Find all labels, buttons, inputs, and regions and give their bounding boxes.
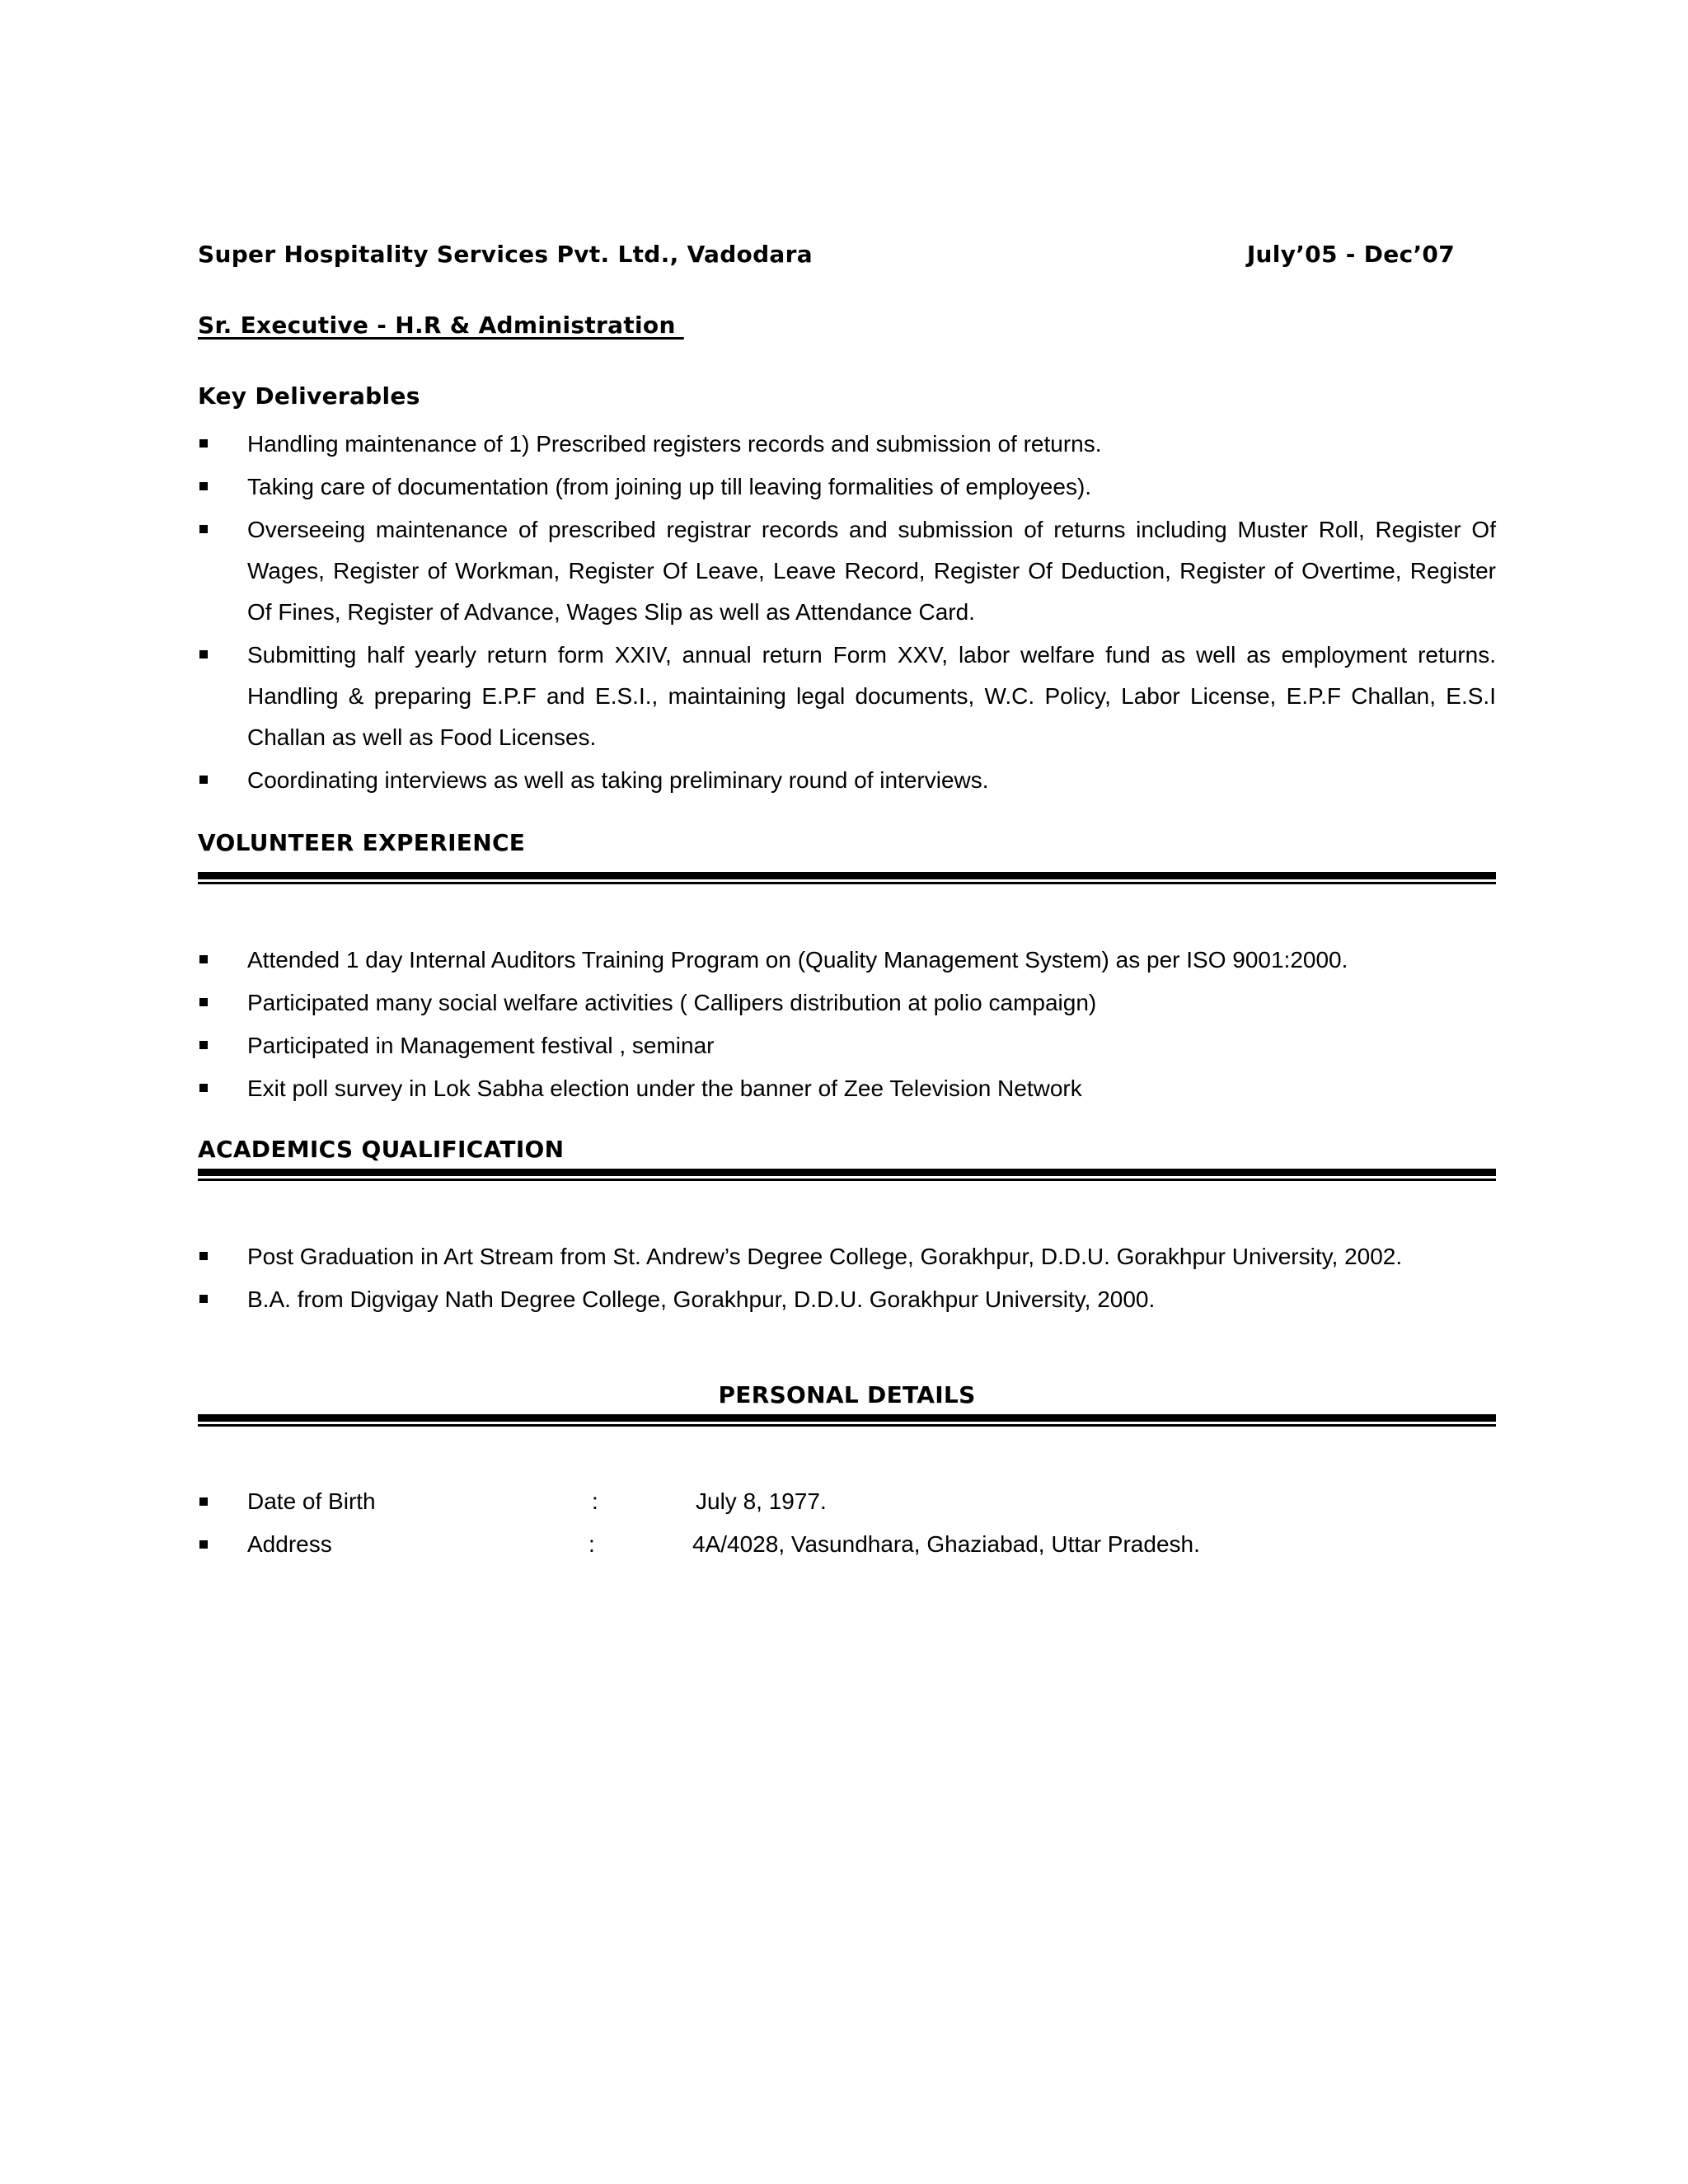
square-bullet-icon (199, 1540, 208, 1549)
list-item: Coordinating interviews as well as taking preliminary round of interviews. (198, 760, 1496, 801)
separator: : (592, 1488, 598, 1514)
employment-dates: July’05 - Dec’07 (1246, 241, 1455, 268)
list-item: B.A. from Digvigay Nath Degree College, Gorakhpur, D.D.U. Gorakhpur University, 2000. (198, 1279, 1496, 1320)
square-bullet-icon (199, 1295, 208, 1303)
role-title: Sr. Executive - H.R & Administration (198, 312, 684, 339)
academics-list (198, 1236, 1496, 1322)
square-bullet-icon (199, 1084, 208, 1092)
personal-row-dob (198, 1480, 1496, 1523)
list-item: Taking care of documentation (from joining up till leaving formalities of employees). (198, 466, 1496, 508)
separator: : (588, 1531, 595, 1557)
deliverables-list (198, 424, 1496, 803)
dob-value: July 8, 1977. (696, 1488, 827, 1514)
volunteer-list (198, 940, 1496, 1111)
list-item: Exit poll survey in Lok Sabha election under the banner of Zee Television Network (198, 1068, 1496, 1109)
company-row (198, 241, 1455, 274)
dob-label: Date of Birth (247, 1488, 376, 1514)
address-label: Address (247, 1531, 332, 1557)
square-bullet-icon (199, 439, 208, 448)
academics-heading: ACADEMICS QUALIFICATION (198, 1136, 565, 1163)
square-bullet-icon (199, 776, 208, 784)
list-item: Handling maintenance of 1) Prescribed registers records and submission of returns. (198, 424, 1496, 465)
personal-details-list (198, 1480, 1496, 1566)
address-value: 4A/4028, Vasundhara, Ghaziabad, Uttar Pradesh. (692, 1531, 1200, 1557)
square-bullet-icon (199, 482, 208, 490)
section-divider (198, 872, 1496, 884)
square-bullet-icon (199, 650, 208, 658)
list-item: Post Graduation in Art Stream from St. Andrew’s Degree College, Gorakhpur, D.D.U. Gorakhpur University, 2002. (198, 1236, 1496, 1277)
list-item: Submitting half yearly return form XXIV, annual return Form XXV, labor welfare fund as well as employment returns. Handling & preparing E.P.F and E.S.I., maintaining legal documents, W.C. Policy, Labor License, E.P.F Challan, E.S.I Challan as well as Food Licenses. (198, 635, 1496, 758)
company-name: Super Hospitality Services Pvt. Ltd., Vadodara (198, 241, 813, 268)
square-bullet-icon (199, 1041, 208, 1049)
list-item: Participated many social welfare activities ( Callipers distribution at polio campaign) (198, 982, 1496, 1024)
list-item: Overseeing maintenance of prescribed registrar records and submission of returns including Muster Roll, Register Of Wages, Register of Workman, Register Of Leave, Leave Record, Register Of Deduction, Register of Overtime, Register Of Fines, Register of Advance, Wages Slip as well as Attendance Card. (198, 509, 1496, 633)
square-bullet-icon (199, 955, 208, 963)
personal-row-address (198, 1523, 1496, 1566)
square-bullet-icon (199, 1252, 208, 1260)
list-item: Attended 1 day Internal Auditors Training Program on (Quality Management System) as per ISO 9001:2000. (198, 940, 1496, 981)
key-deliverables-heading: Key Deliverables (198, 382, 420, 410)
list-item: Participated in Management festival , seminar (198, 1025, 1496, 1066)
square-bullet-icon (199, 1497, 208, 1506)
section-divider (198, 1169, 1496, 1181)
section-divider (198, 1414, 1496, 1427)
personal-details-heading: PERSONAL DETAILS (718, 1381, 976, 1408)
square-bullet-icon (199, 525, 208, 533)
volunteer-heading: VOLUNTEER EXPERIENCE (198, 829, 526, 856)
square-bullet-icon (199, 998, 208, 1006)
